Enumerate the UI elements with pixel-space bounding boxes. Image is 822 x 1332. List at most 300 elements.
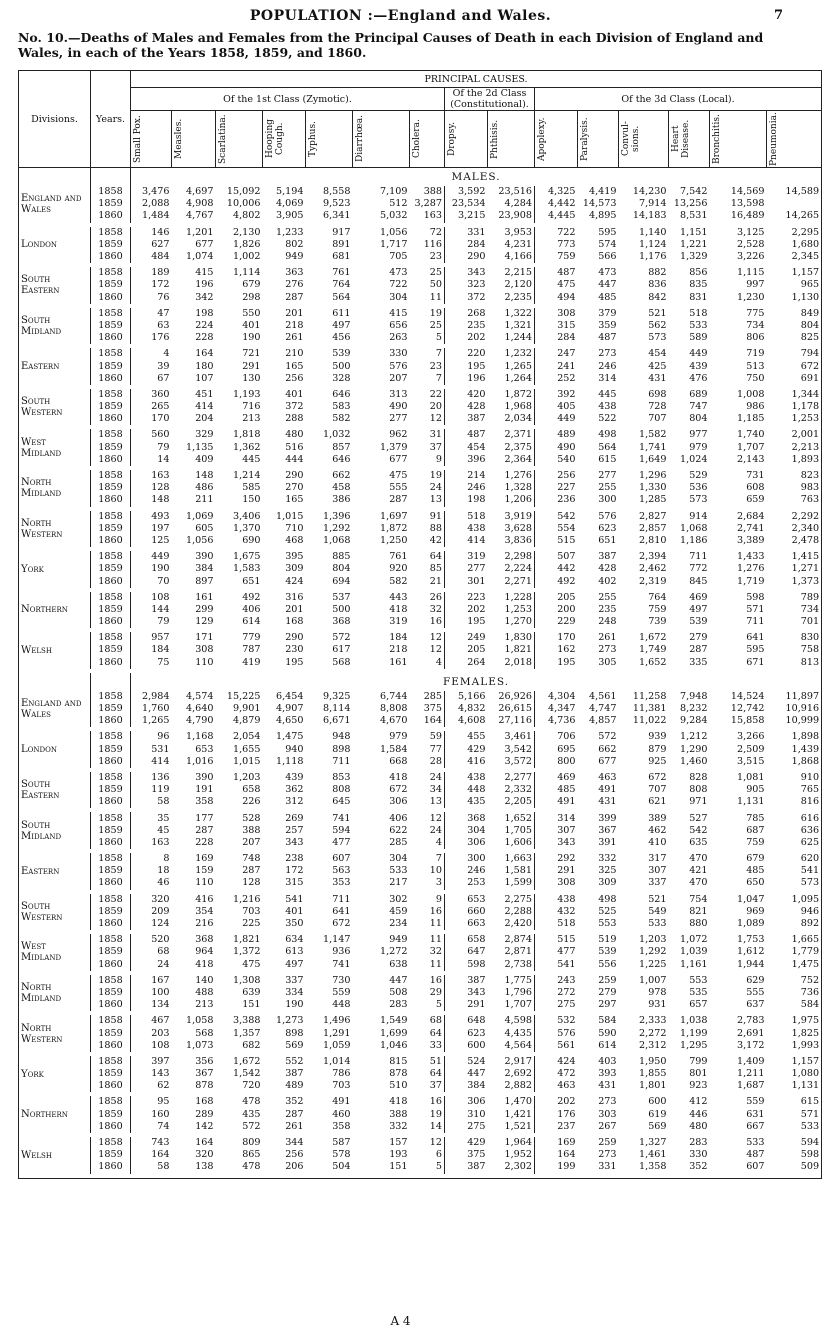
- value-cell: 882: [648, 267, 667, 279]
- value-cell: 668: [389, 755, 408, 767]
- value-cell: 64: [429, 1068, 442, 1080]
- value-cell: 1,161: [680, 958, 708, 970]
- value-cell: 1,276: [737, 563, 765, 575]
- value-cell: 571: [800, 1108, 820, 1120]
- value-cell: 330: [389, 348, 408, 360]
- value-cell: 736: [800, 986, 820, 998]
- value-cell: 1,015: [233, 755, 261, 767]
- value-cell: 659: [746, 494, 765, 506]
- year-cell: 1860: [91, 616, 131, 628]
- value-cell: 535: [689, 986, 708, 998]
- value-cell: 801: [689, 1068, 708, 1080]
- value-cell: 18: [131, 865, 172, 877]
- value-cell: 1,415: [791, 551, 820, 563]
- value-cell: 130: [242, 372, 261, 384]
- value-cell: 806: [746, 332, 765, 344]
- value-cell: 429: [445, 744, 488, 756]
- value-cell: 438: [445, 523, 488, 535]
- value-cell: 971: [689, 796, 708, 808]
- value-cell: 905: [746, 784, 765, 796]
- value-cell: 170: [535, 632, 578, 644]
- value-cell: 265: [131, 401, 172, 413]
- value-cell: 897: [195, 575, 214, 587]
- value-cell: 2,275: [504, 893, 532, 905]
- value-cell: 169: [195, 853, 214, 865]
- value-cell: 205: [445, 644, 488, 656]
- cause-header: [488, 111, 535, 168]
- value-cell: 925: [648, 755, 667, 767]
- value-cell: 1,007: [639, 974, 667, 986]
- division-name: South Western: [21, 900, 63, 923]
- value-cell: 8,531: [680, 210, 708, 222]
- value-cell: 785: [746, 812, 765, 824]
- value-cell: 1,059: [323, 1039, 351, 1051]
- value-cell: 428: [598, 563, 617, 575]
- table-row: [19, 756, 822, 768]
- value-cell: 525: [598, 905, 617, 917]
- value-cell: 1,741: [639, 441, 667, 453]
- value-cell: 299: [195, 603, 214, 615]
- value-cell: 363: [285, 267, 304, 279]
- value-cell: 315: [535, 320, 578, 332]
- value-cell: 804: [689, 413, 708, 425]
- value-cell: 651: [242, 575, 261, 587]
- value-cell: 418: [389, 603, 408, 615]
- value-cell: 571: [746, 603, 765, 615]
- value-cell: 587: [332, 1137, 351, 1149]
- value-cell: 308: [195, 644, 214, 656]
- value-cell: 462: [648, 824, 667, 836]
- value-cell: 418: [389, 771, 408, 783]
- value-cell: 498: [598, 893, 617, 905]
- value-cell: 667: [746, 1120, 765, 1132]
- table-row: [19, 1080, 822, 1092]
- value-cell: 808: [689, 784, 708, 796]
- cause-label: Cholera.: [412, 119, 422, 159]
- value-cell: 392: [535, 389, 578, 401]
- value-cell: 444: [285, 453, 304, 465]
- table-row: [19, 796, 822, 808]
- value-cell: 470: [689, 853, 708, 865]
- value-cell: 353: [332, 877, 351, 889]
- value-cell: 533: [389, 865, 408, 877]
- value-cell: 46: [131, 877, 172, 889]
- value-cell: 1,272: [380, 946, 408, 958]
- value-cell: 541: [535, 959, 578, 971]
- value-cell: 486: [195, 482, 214, 494]
- table-row: [19, 1161, 822, 1173]
- table-row: [19, 837, 822, 849]
- cause-header: [669, 111, 710, 168]
- value-cell: 285: [423, 690, 442, 702]
- value-cell: [767, 198, 822, 210]
- value-cell: 273: [598, 644, 617, 656]
- table-row: [19, 632, 822, 644]
- value-cell: 2,143: [737, 453, 765, 465]
- value-cell: 3,628: [504, 522, 532, 534]
- value-cell: 224: [195, 319, 214, 331]
- value-cell: 431: [598, 796, 617, 808]
- value-cell: 1,296: [639, 470, 667, 482]
- value-cell: 681: [332, 251, 351, 263]
- value-cell: 229: [535, 616, 578, 628]
- value-cell: 4,670: [380, 715, 408, 727]
- value-cell: 772: [689, 563, 708, 575]
- value-cell: 279: [689, 632, 708, 644]
- value-cell: 572: [598, 731, 617, 743]
- table-row: [19, 267, 822, 279]
- year-cell: 1860: [91, 796, 131, 808]
- value-cell: 949: [389, 934, 408, 946]
- value-cell: 290: [445, 251, 488, 263]
- value-cell: 195: [445, 616, 488, 628]
- value-cell: 1,663: [504, 853, 532, 865]
- value-cell: 1,225: [639, 958, 667, 970]
- value-cell: 946: [800, 905, 820, 917]
- value-cell: 703: [242, 905, 261, 917]
- value-cell: 287: [242, 865, 261, 877]
- value-cell: 1,717: [380, 238, 408, 250]
- value-cell: 410: [648, 836, 667, 848]
- year-cell: 1858: [91, 772, 131, 784]
- year-cell: 1860: [91, 494, 131, 506]
- year-cell: 1860: [91, 210, 131, 222]
- value-cell: 163: [423, 210, 442, 222]
- value-cell: 1,081: [737, 771, 765, 783]
- value-cell: 634: [285, 934, 304, 946]
- value-cell: 406: [242, 603, 261, 615]
- value-cell: 623: [445, 1027, 488, 1039]
- value-cell: 569: [648, 1120, 667, 1132]
- value-cell: 7: [435, 372, 442, 384]
- value-cell: 237: [535, 1121, 578, 1133]
- value-cell: 658: [445, 934, 488, 946]
- value-cell: 390: [195, 771, 214, 783]
- value-cell: 303: [598, 1108, 617, 1120]
- year-cell: 1858: [91, 1015, 131, 1027]
- value-cell: 25: [429, 319, 442, 331]
- division-name: South Western: [21, 396, 63, 419]
- value-cell: 497: [689, 603, 708, 615]
- value-cell: 2,375: [504, 441, 532, 453]
- value-cell: 594: [800, 1137, 820, 1149]
- value-cell: 259: [598, 974, 617, 986]
- value-cell: 521: [648, 893, 667, 905]
- value-cell: 672: [800, 360, 820, 372]
- year-cell: 1859: [91, 1109, 131, 1121]
- value-cell: 11,022: [632, 715, 667, 727]
- cause-header: [619, 111, 669, 168]
- value-cell: 559: [746, 1096, 765, 1108]
- value-cell: 451: [195, 388, 214, 400]
- year-cell: 1859: [91, 784, 131, 796]
- value-cell: 617: [332, 644, 351, 656]
- value-cell: 439: [689, 360, 708, 372]
- value-cell: 429: [445, 1137, 488, 1149]
- value-cell: 2,295: [791, 226, 820, 238]
- value-cell: 307: [535, 825, 578, 837]
- year-cell: 1858: [91, 470, 131, 482]
- value-cell: 463: [598, 771, 617, 783]
- value-cell: 279: [598, 986, 617, 998]
- value-cell: 1,372: [233, 946, 261, 958]
- value-cell: 6,744: [380, 690, 408, 702]
- value-cell: 607: [746, 1161, 765, 1173]
- value-cell: 12: [429, 812, 442, 824]
- value-cell: 1,069: [186, 510, 214, 522]
- value-cell: 334: [285, 986, 304, 998]
- value-cell: 116: [423, 238, 442, 250]
- value-cell: 176: [535, 1109, 578, 1121]
- year-cell: 1860: [91, 918, 131, 930]
- value-cell: 389: [648, 812, 667, 824]
- value-cell: 645: [332, 796, 351, 808]
- value-cell: 11: [429, 934, 442, 946]
- value-cell: 1,719: [737, 575, 765, 587]
- value-cell: 1,089: [737, 918, 765, 930]
- value-cell: 598: [445, 959, 488, 971]
- value-cell: 184: [131, 644, 172, 656]
- value-cell: 218: [285, 319, 304, 331]
- value-cell: 256: [285, 372, 304, 384]
- value-cell: 74: [131, 1121, 172, 1133]
- value-cell: 467: [131, 1015, 172, 1027]
- value-cell: 2,298: [504, 551, 532, 563]
- value-cell: 1,675: [233, 551, 261, 563]
- header-principal-causes: PRINCIPAL CAUSES.: [131, 71, 822, 88]
- value-cell: 1,264: [504, 372, 532, 384]
- value-cell: 403: [598, 1055, 617, 1067]
- value-cell: 4,767: [186, 210, 214, 222]
- value-cell: 4,907: [276, 703, 304, 715]
- value-cell: 660: [445, 906, 488, 918]
- value-cell: 1,212: [680, 731, 708, 743]
- table-row: [19, 389, 822, 401]
- value-cell: 309: [598, 877, 617, 889]
- value-cell: 2,364: [504, 453, 532, 465]
- value-cell: 100: [131, 987, 172, 999]
- value-cell: 1,655: [233, 743, 261, 755]
- cause-label: Paralysis.: [580, 117, 590, 161]
- value-cell: 134: [131, 999, 172, 1011]
- value-cell: 533: [746, 1137, 765, 1149]
- value-cell: 500: [332, 603, 351, 615]
- division-name: South Midland: [21, 314, 62, 337]
- value-cell: 572: [242, 1120, 261, 1132]
- value-cell: 564: [332, 291, 351, 303]
- value-cell: 425: [648, 360, 667, 372]
- value-cell: 23,908: [498, 210, 532, 222]
- value-cell: 4,419: [589, 186, 617, 198]
- value-cell: 765: [800, 784, 820, 796]
- year-cell: 1860: [91, 413, 131, 425]
- table-row: [19, 946, 822, 958]
- value-cell: 865: [242, 1149, 261, 1161]
- value-cell: 168: [195, 1096, 214, 1108]
- table-row: [19, 308, 822, 320]
- value-cell: 325: [598, 865, 617, 877]
- value-cell: 209: [131, 906, 172, 918]
- value-cell: 1,151: [680, 226, 708, 238]
- value-cell: 493: [131, 511, 172, 523]
- value-cell: 1,687: [737, 1080, 765, 1092]
- value-cell: 343: [445, 987, 488, 999]
- value-cell: 2,272: [639, 1027, 667, 1039]
- value-cell: 255: [598, 591, 617, 603]
- year-cell: 1860: [91, 535, 131, 547]
- value-cell: 195: [285, 656, 304, 668]
- value-cell: 622: [389, 824, 408, 836]
- value-cell: 1,321: [504, 319, 532, 331]
- value-cell: 539: [598, 946, 617, 958]
- value-cell: 821: [689, 905, 708, 917]
- value-cell: 560: [131, 429, 172, 441]
- value-cell: 163: [131, 837, 172, 849]
- value-cell: 648: [445, 1015, 488, 1027]
- table-row: [19, 744, 822, 756]
- value-cell: 706: [535, 731, 578, 743]
- deaths-table: [18, 70, 822, 1179]
- value-cell: 332: [598, 853, 617, 865]
- value-cell: 10: [429, 865, 442, 877]
- value-cell: 1,760: [131, 703, 172, 715]
- value-cell: 541: [285, 893, 304, 905]
- value-cell: 287: [689, 644, 708, 656]
- value-cell: 516: [285, 441, 304, 453]
- value-cell: 300: [445, 853, 488, 865]
- year-cell: 1859: [91, 644, 131, 656]
- value-cell: 142: [195, 1120, 214, 1132]
- value-cell: 4,325: [535, 186, 578, 198]
- table-row: [19, 251, 822, 263]
- section-row: [19, 168, 822, 187]
- value-cell: 741: [332, 958, 351, 970]
- value-cell: 598: [746, 591, 765, 603]
- value-cell: 362: [285, 784, 304, 796]
- division-name: North Midland: [21, 981, 62, 1004]
- value-cell: 284: [535, 332, 578, 344]
- value-cell: 256: [285, 1149, 304, 1161]
- value-cell: 1,370: [233, 522, 261, 534]
- value-cell: 711: [332, 893, 351, 905]
- value-cell: 10,916: [785, 703, 820, 715]
- value-cell: 151: [389, 1161, 408, 1173]
- value-cell: 1,582: [639, 429, 667, 441]
- value-cell: 50: [429, 279, 442, 291]
- year-cell: 1860: [91, 999, 131, 1011]
- value-cell: 170: [131, 413, 172, 425]
- value-cell: 12: [429, 413, 442, 425]
- value-cell: 167: [131, 975, 172, 987]
- value-cell: 29: [429, 986, 442, 998]
- value-cell: 335: [689, 656, 708, 668]
- value-cell: 698: [648, 388, 667, 400]
- value-cell: 439: [285, 771, 304, 783]
- cause-label: Bronchitis.: [712, 114, 722, 164]
- year-cell: 1859: [91, 1027, 131, 1039]
- value-cell: 1,740: [737, 429, 765, 441]
- value-cell: 576: [598, 510, 617, 522]
- value-cell: 372: [285, 401, 304, 413]
- value-cell: 16: [429, 1096, 442, 1108]
- value-cell: 214: [445, 470, 488, 482]
- value-cell: 309: [285, 563, 304, 575]
- value-cell: 1,581: [504, 865, 532, 877]
- value-cell: 165: [285, 360, 304, 372]
- division-name: West Midland: [21, 941, 62, 964]
- value-cell: 1,176: [639, 251, 667, 263]
- table-row: [19, 227, 822, 239]
- value-cell: 176: [131, 332, 172, 344]
- value-cell: 3,836: [504, 534, 532, 546]
- value-cell: 500: [332, 360, 351, 372]
- value-cell: 513: [746, 360, 765, 372]
- value-cell: 1,439: [791, 743, 820, 755]
- value-cell: 568: [195, 1027, 214, 1039]
- table-row: [19, 279, 822, 291]
- value-cell: 316: [285, 591, 304, 603]
- cause-header: [578, 111, 619, 168]
- value-cell: 485: [746, 865, 765, 877]
- value-cell: 1,056: [186, 534, 214, 546]
- value-cell: 129: [195, 616, 214, 628]
- value-cell: 435: [242, 1108, 261, 1120]
- value-cell: 77: [429, 743, 442, 755]
- value-cell: 210: [285, 348, 304, 360]
- value-cell: 24: [429, 482, 442, 494]
- value-cell: 6,671: [323, 715, 351, 727]
- value-cell: 283: [689, 1137, 708, 1149]
- value-cell: 306: [445, 837, 488, 849]
- value-cell: 261: [285, 1120, 304, 1132]
- value-cell: 562: [648, 319, 667, 331]
- value-cell: 1,206: [504, 494, 532, 506]
- value-cell: 1,056: [380, 226, 408, 238]
- value-cell: 28: [429, 755, 442, 767]
- value-cell: 1,032: [323, 429, 351, 441]
- value-cell: 162: [535, 644, 578, 656]
- value-cell: 310: [445, 1109, 488, 1121]
- value-cell: 878: [389, 1068, 408, 1080]
- table-row: [19, 918, 822, 930]
- value-cell: 759: [648, 603, 667, 615]
- value-cell: 6,454: [276, 690, 304, 702]
- value-cell: 216: [195, 918, 214, 930]
- value-cell: 469: [535, 772, 578, 784]
- value-cell: 1,993: [791, 1039, 820, 1051]
- value-cell: 639: [242, 986, 261, 998]
- value-cell: 1,216: [233, 893, 261, 905]
- value-cell: 572: [332, 632, 351, 644]
- value-cell: 473: [389, 267, 408, 279]
- value-cell: 290: [285, 632, 304, 644]
- value-cell: 809: [242, 1137, 261, 1149]
- value-cell: 68: [131, 946, 172, 958]
- value-cell: 319: [389, 616, 408, 628]
- value-cell: 1,014: [323, 1055, 351, 1067]
- table-row: [19, 332, 822, 344]
- value-cell: 4,832: [445, 703, 488, 715]
- value-cell: 15,225: [226, 690, 261, 702]
- value-cell: 276: [285, 279, 304, 291]
- value-cell: 3,953: [504, 226, 532, 238]
- value-cell: 2,917: [504, 1055, 532, 1067]
- value-cell: 58: [131, 1161, 172, 1173]
- year-cell: 1859: [91, 825, 131, 837]
- table-row: [19, 784, 822, 796]
- cause-header: [410, 111, 445, 168]
- header-divisions: Divisions.: [19, 71, 91, 168]
